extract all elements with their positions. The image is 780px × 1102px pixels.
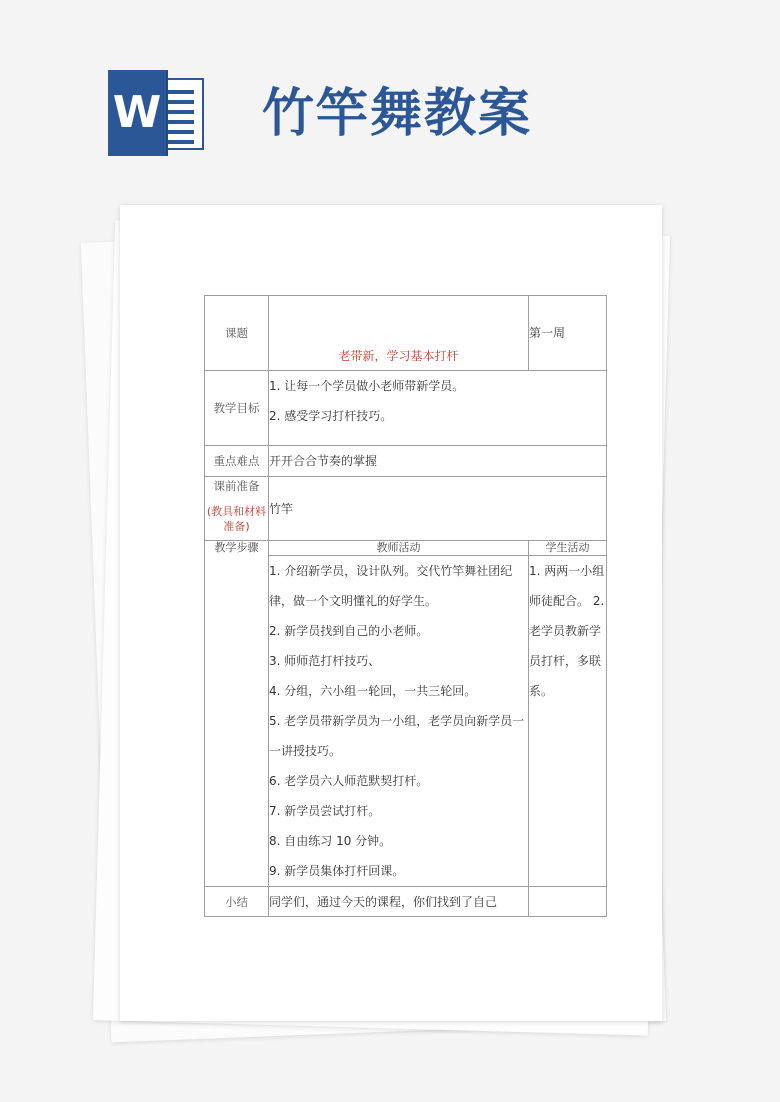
- summary-row: [205, 887, 607, 917]
- topic-value: 老带新，学习基本打杆: [338, 349, 459, 363]
- teacher-step: 1. 介绍新学员，设计队列。交代竹竿舞社团纪律，做一个文明懂礼的好学生。: [269, 564, 513, 608]
- word-logo-letter: W: [108, 70, 166, 156]
- topic-label: 课题: [205, 296, 269, 371]
- teacher-step: 4. 分组，六小组一轮回，一共三轮回。: [269, 684, 477, 698]
- summary-label: 小结: [205, 887, 269, 917]
- document-title: 竹竿舞教案: [262, 84, 533, 144]
- prep-sublabel: (教具和材料准备): [206, 505, 267, 533]
- document-page: [120, 205, 662, 1021]
- teacher-step: 2. 新学员找到自己的小老师。: [269, 624, 429, 638]
- word-icon: [108, 70, 208, 156]
- goals-row: [205, 371, 607, 446]
- prep-row: [205, 477, 607, 541]
- student-activity-text: 1. 两两一小组师徒配合。 2. 老学员教新学员打杆，多联系。: [529, 564, 605, 698]
- steps-header-row: [205, 541, 607, 556]
- teacher-step: 7. 新学员尝试打杆。: [269, 804, 381, 818]
- prep-label: 课前准备: [213, 479, 260, 493]
- topic-row: [205, 296, 607, 371]
- teacher-step: 9. 新学员集体打杆回课。: [269, 864, 405, 878]
- teacher-activity-header: 教师活动: [269, 541, 529, 556]
- goal-item: 1. 让每一个学员做小老师带新学员。: [269, 379, 465, 393]
- steps-label: 教学步骤: [205, 541, 269, 887]
- teacher-step: 6. 老学员六人师范默契打杆。: [269, 774, 429, 788]
- week-value: 第一周: [529, 326, 566, 340]
- student-activity-header: 学生活动: [529, 541, 607, 556]
- teacher-step: 8. 自由练习 10 分钟。: [269, 834, 392, 848]
- goal-item: 2. 感受学习打杆技巧。: [269, 409, 393, 423]
- prep-value: 竹竿: [269, 501, 294, 516]
- summary-text: 同学们，通过今天的课程，你们找到了自己: [269, 894, 498, 909]
- keypoints-label: 重点难点: [205, 446, 269, 477]
- header: [0, 0, 780, 190]
- goals-label: 教学目标: [205, 371, 269, 446]
- keypoints-row: [205, 446, 607, 477]
- teacher-step: 5. 老学员带新学员为一小组，老学员向新学员一一讲授技巧。: [269, 714, 525, 758]
- keypoints-value: 开开合合节奏的掌握: [269, 454, 378, 468]
- lesson-plan-table: [204, 295, 607, 917]
- teacher-step: 3. 师师范打杆技巧、: [269, 654, 381, 668]
